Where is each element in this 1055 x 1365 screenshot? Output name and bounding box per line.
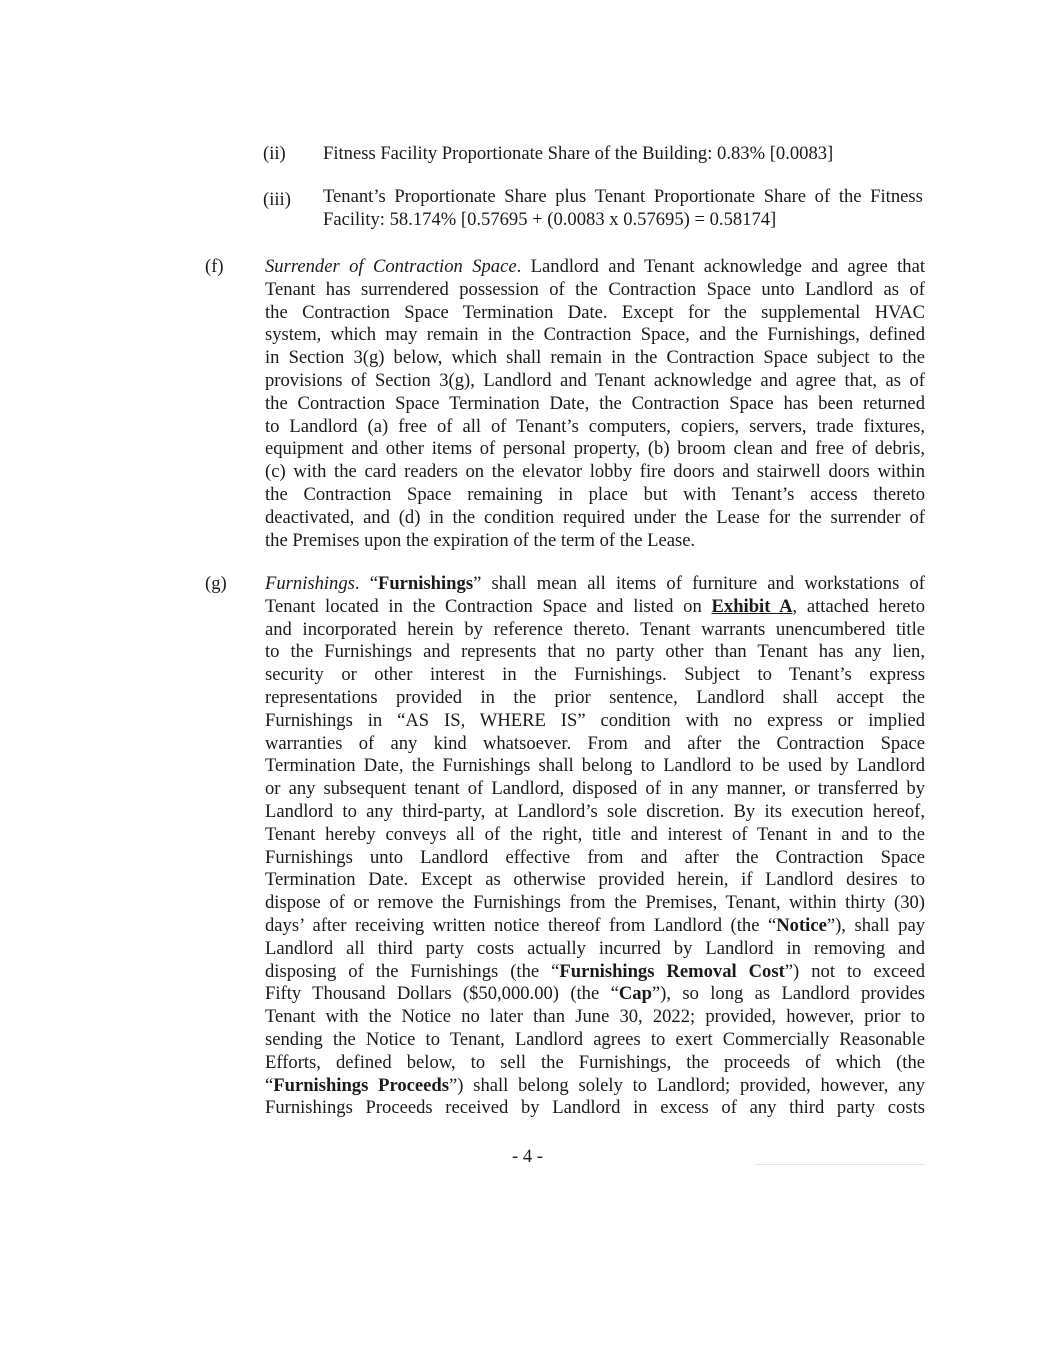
section-line: Tenant has surrendered possession of the Contraction Space unto Landlord as of: [265, 278, 925, 300]
section-label: (f): [205, 256, 224, 277]
faint-divider: [755, 1164, 925, 1165]
section-line: the Contraction Space Termination Date. Except for the supplemental HVAC: [265, 301, 925, 323]
defined-term: Furnishings Proceeds: [273, 1074, 450, 1096]
section-body: [265, 573, 925, 1120]
section-heading: Furnishings: [265, 573, 355, 594]
section-line: representations provided in the prior sentence, Landlord shall accept the: [265, 686, 925, 708]
section-body: [265, 256, 925, 552]
defined-term: Furnishings: [377, 573, 474, 594]
section-line: sending the Notice to Tenant, Landlord agrees to exert Commercially Reasonable: [265, 1028, 925, 1050]
section-line: Furnishings unto Landlord effective from and after the Contraction Space: [265, 846, 925, 868]
section-heading: Surrender of Contraction Space: [265, 256, 517, 277]
section-line: the Contraction Space Termination Date, the Contraction Space has been returned: [265, 392, 925, 414]
section-label: (g): [205, 573, 227, 594]
section-line: to Landlord (a) free of all of Tenant’s computers, copiers, servers, trade fixtures,: [265, 415, 925, 437]
section-line: provisions of Section 3(g), Landlord and Tenant acknowledge and agree that, as of: [265, 369, 925, 391]
section-line: days’ after receiving written notice thereof from Landlord (the “Notice”), shall pay: [265, 914, 925, 936]
section-line: equipment and other items of personal property, (b) broom clean and free of debris,: [265, 438, 925, 460]
section-line-rest: Landlord and Tenant acknowledge and agree that: [530, 256, 926, 277]
section-line: Termination Date. Except as otherwise provided herein, if Landlord desires to: [265, 869, 925, 891]
section-line: Furnishings in “AS IS, WHERE IS” condition with no express or implied: [265, 709, 925, 731]
section-line: Tenant with the Notice no later than June 30, 2022; provided, however, prior to: [265, 1006, 925, 1028]
section-line: security or other interest in the Furnishings. Subject to Tenant’s express: [265, 664, 925, 686]
word: Share: [763, 186, 807, 207]
section-line: (c) with the card readers on the elevator lobby fire doors and stairwell doors within: [265, 461, 925, 483]
page-number: - 4 -: [512, 1146, 543, 1167]
item-label: (ii): [263, 143, 286, 164]
section-line: warranties of any kind whatsoever. From and after the Contraction Space: [265, 732, 925, 754]
word: of: [814, 186, 831, 207]
section-line: Landlord all third party costs actually incurred by Landlord in removing and: [265, 937, 925, 959]
section-line: in Section 3(g) below, which shall remain in the Contraction Space subject to the: [265, 347, 925, 369]
defined-term: Furnishings Removal Cost: [559, 960, 785, 982]
section-line: to the Furnishings and represents that no party other than Tenant has any lien,: [265, 641, 925, 663]
item-text-line: Facility: 58.174% [0.57695 + (0.0083 x 0.57695) = 0.58174]: [323, 208, 777, 230]
section-line: system, which may remain in the Contraction Space, and the Furnishings, defined: [265, 324, 925, 346]
defined-term: Cap: [618, 983, 652, 1005]
item-text: Fitness Facility Proportionate Share of the Building: 0.83% [0.0083]: [323, 143, 834, 164]
section-line: Termination Date, the Furnishings shall belong to Landlord to be used by Landlord: [265, 755, 925, 777]
defined-term: Notice: [776, 914, 827, 936]
word: Proportionate: [653, 186, 756, 207]
section-line: deactivated, and (d) in the condition required under the Lease for the surrender of: [265, 506, 925, 528]
section-line: Surrender of Contraction Space. Landlord and Tenant acknowledge and agree that: [265, 256, 926, 277]
section-line: Furnishings. “Furnishings” shall mean all items of furniture and workstations of: [265, 573, 926, 594]
word: Proportionate: [394, 186, 496, 207]
exhibit-reference: Exhibit A: [711, 595, 793, 617]
item-label: (iii): [263, 189, 291, 210]
section-line: Fifty Thousand Dollars ($50,000.00) (the “Cap”), so long as Landlord provides: [265, 983, 926, 1005]
word: Tenant’s: [323, 186, 386, 207]
section-line: disposing of the Furnishings (the “Furnishings Removal Cost”) not to exceed: [265, 960, 926, 982]
section-line: dispose of or remove the Furnishings from the Premises, Tenant, within thirty (30): [265, 892, 925, 914]
section-line: Landlord to any third-party, at Landlord’s sole discretion. By its execution hereof,: [265, 800, 925, 822]
item-text-line: [323, 186, 923, 209]
word: the: [838, 186, 862, 207]
section-line: “Furnishings Proceeds”) shall belong solely to Landlord; provided, however, any: [265, 1074, 925, 1096]
section-line: and incorporated herein by reference thereto. Tenant warrants unencumbered title: [265, 618, 925, 640]
section-line: the Contraction Space remaining in place but with Tenant’s access thereto: [265, 483, 925, 505]
word: plus: [555, 186, 587, 207]
word: Share: [504, 186, 547, 207]
word: Fitness: [870, 186, 923, 207]
section-line: Tenant located in the Contraction Space and listed on Exhibit A, attached hereto: [265, 595, 925, 617]
section-line: Efforts, defined below, to sell the Furnishings, the proceeds of which (the: [265, 1051, 925, 1073]
word: Tenant: [594, 186, 646, 207]
section-line: Furnishings Proceeds received by Landlord in excess of any third party costs: [265, 1097, 925, 1119]
section-line: or any subsequent tenant of Landlord, disposed of in any manner, or transferred by: [265, 778, 925, 800]
section-line: Tenant hereby conveys all of the right, title and interest of Tenant in and to the: [265, 823, 925, 845]
section-line: the Premises upon the expiration of the term of the Lease.: [265, 529, 696, 551]
